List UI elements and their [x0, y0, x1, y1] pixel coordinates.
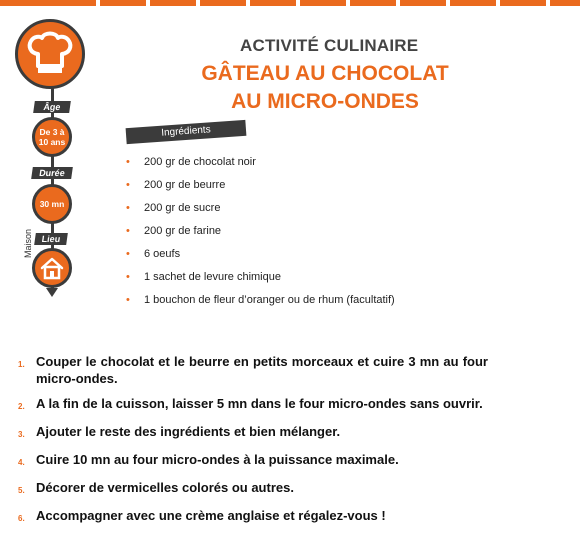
- rail-arrow-icon: [46, 288, 58, 297]
- top-bar-gap: [196, 0, 200, 6]
- step-item: [18, 423, 488, 443]
- step-text: Décorer de vermicelles colorés ou autres.: [36, 480, 294, 495]
- step-number: 2.: [18, 402, 25, 411]
- top-bar-gap: [446, 0, 450, 6]
- ingredient-text: 6 oeufs: [144, 247, 181, 260]
- top-bar-gap: [396, 0, 400, 6]
- ingredient-text: 200 gr de sucre: [144, 201, 221, 214]
- ingredients-heading: Ingrédients: [126, 120, 247, 144]
- step-text: Couper le chocolat et le beurre en petits morceaux et cuire 3 mn au four micro-ondes.: [36, 354, 488, 386]
- duration-badge: 30 mn: [32, 184, 72, 224]
- recipe-title-line1: GÂTEAU AU CHOCOLAT: [201, 62, 449, 85]
- ingredients-list: [126, 150, 395, 311]
- top-bar-gap: [296, 0, 300, 6]
- activity-heading: ACTIVITÉ CULINAIRE: [240, 36, 419, 55]
- top-bar-gap: [96, 0, 100, 6]
- ingredient-text: 200 gr de beurre: [144, 178, 226, 191]
- age-badge: De 3 à 10 ans: [32, 117, 72, 157]
- step-item: [18, 479, 488, 499]
- step-item: [18, 451, 488, 471]
- bullet-icon: •: [126, 178, 130, 191]
- top-accent-bar: [0, 0, 580, 6]
- step-text: Cuire 10 mn au four micro-ondes à la puissance maximale.: [36, 452, 399, 467]
- bullet-icon: •: [126, 247, 130, 260]
- ingredient-text: 1 sachet de levure chimique: [144, 270, 281, 283]
- step-number: 6.: [18, 514, 25, 523]
- ingredient-item: [126, 150, 395, 173]
- step-item: [18, 507, 488, 527]
- bullet-icon: •: [126, 270, 130, 283]
- top-bar-gap: [246, 0, 250, 6]
- steps-list: [18, 353, 488, 535]
- place-label: Lieu: [34, 233, 68, 245]
- ingredient-text: 200 gr de farine: [144, 224, 222, 237]
- step-text: Accompagner avec une crème anglaise et régalez-vous !: [36, 508, 386, 523]
- ingredient-text: 200 gr de chocolat noir: [144, 155, 256, 168]
- step-number: 4.: [18, 458, 25, 467]
- ingredient-item: [126, 173, 395, 196]
- top-bar-gap: [346, 0, 350, 6]
- top-bar-gap: [146, 0, 150, 6]
- duration-label: Durée: [31, 167, 73, 179]
- ingredient-text: 1 bouchon de fleur d’oranger ou de rhum (facultatif): [144, 293, 395, 306]
- ingredient-item: [126, 265, 395, 288]
- recipe-title-line2: AU MICRO-ONDES: [231, 90, 419, 113]
- bullet-icon: •: [126, 201, 130, 214]
- step-text: Ajouter le reste des ingrédients et bien mélanger.: [36, 424, 341, 439]
- step-item: [18, 353, 488, 387]
- ingredient-item: [126, 219, 395, 242]
- bullet-icon: •: [126, 293, 130, 306]
- step-number: 5.: [18, 486, 25, 495]
- step-number: 3.: [18, 430, 25, 439]
- age-label: Âge: [33, 101, 71, 113]
- place-value: Maison: [23, 228, 33, 258]
- house-icon: [32, 248, 72, 288]
- step-item: [18, 395, 488, 415]
- ingredient-item: [126, 288, 395, 311]
- ingredient-item: [126, 242, 395, 265]
- bullet-icon: •: [126, 224, 130, 237]
- step-text: A la fin de la cuisson, laisser 5 mn dans le four micro-ondes sans ouvrir.: [36, 396, 483, 411]
- top-bar-gap: [546, 0, 550, 6]
- top-bar-gap: [496, 0, 500, 6]
- bullet-icon: •: [126, 155, 130, 168]
- ingredient-item: [126, 196, 395, 219]
- step-number: 1.: [18, 360, 25, 369]
